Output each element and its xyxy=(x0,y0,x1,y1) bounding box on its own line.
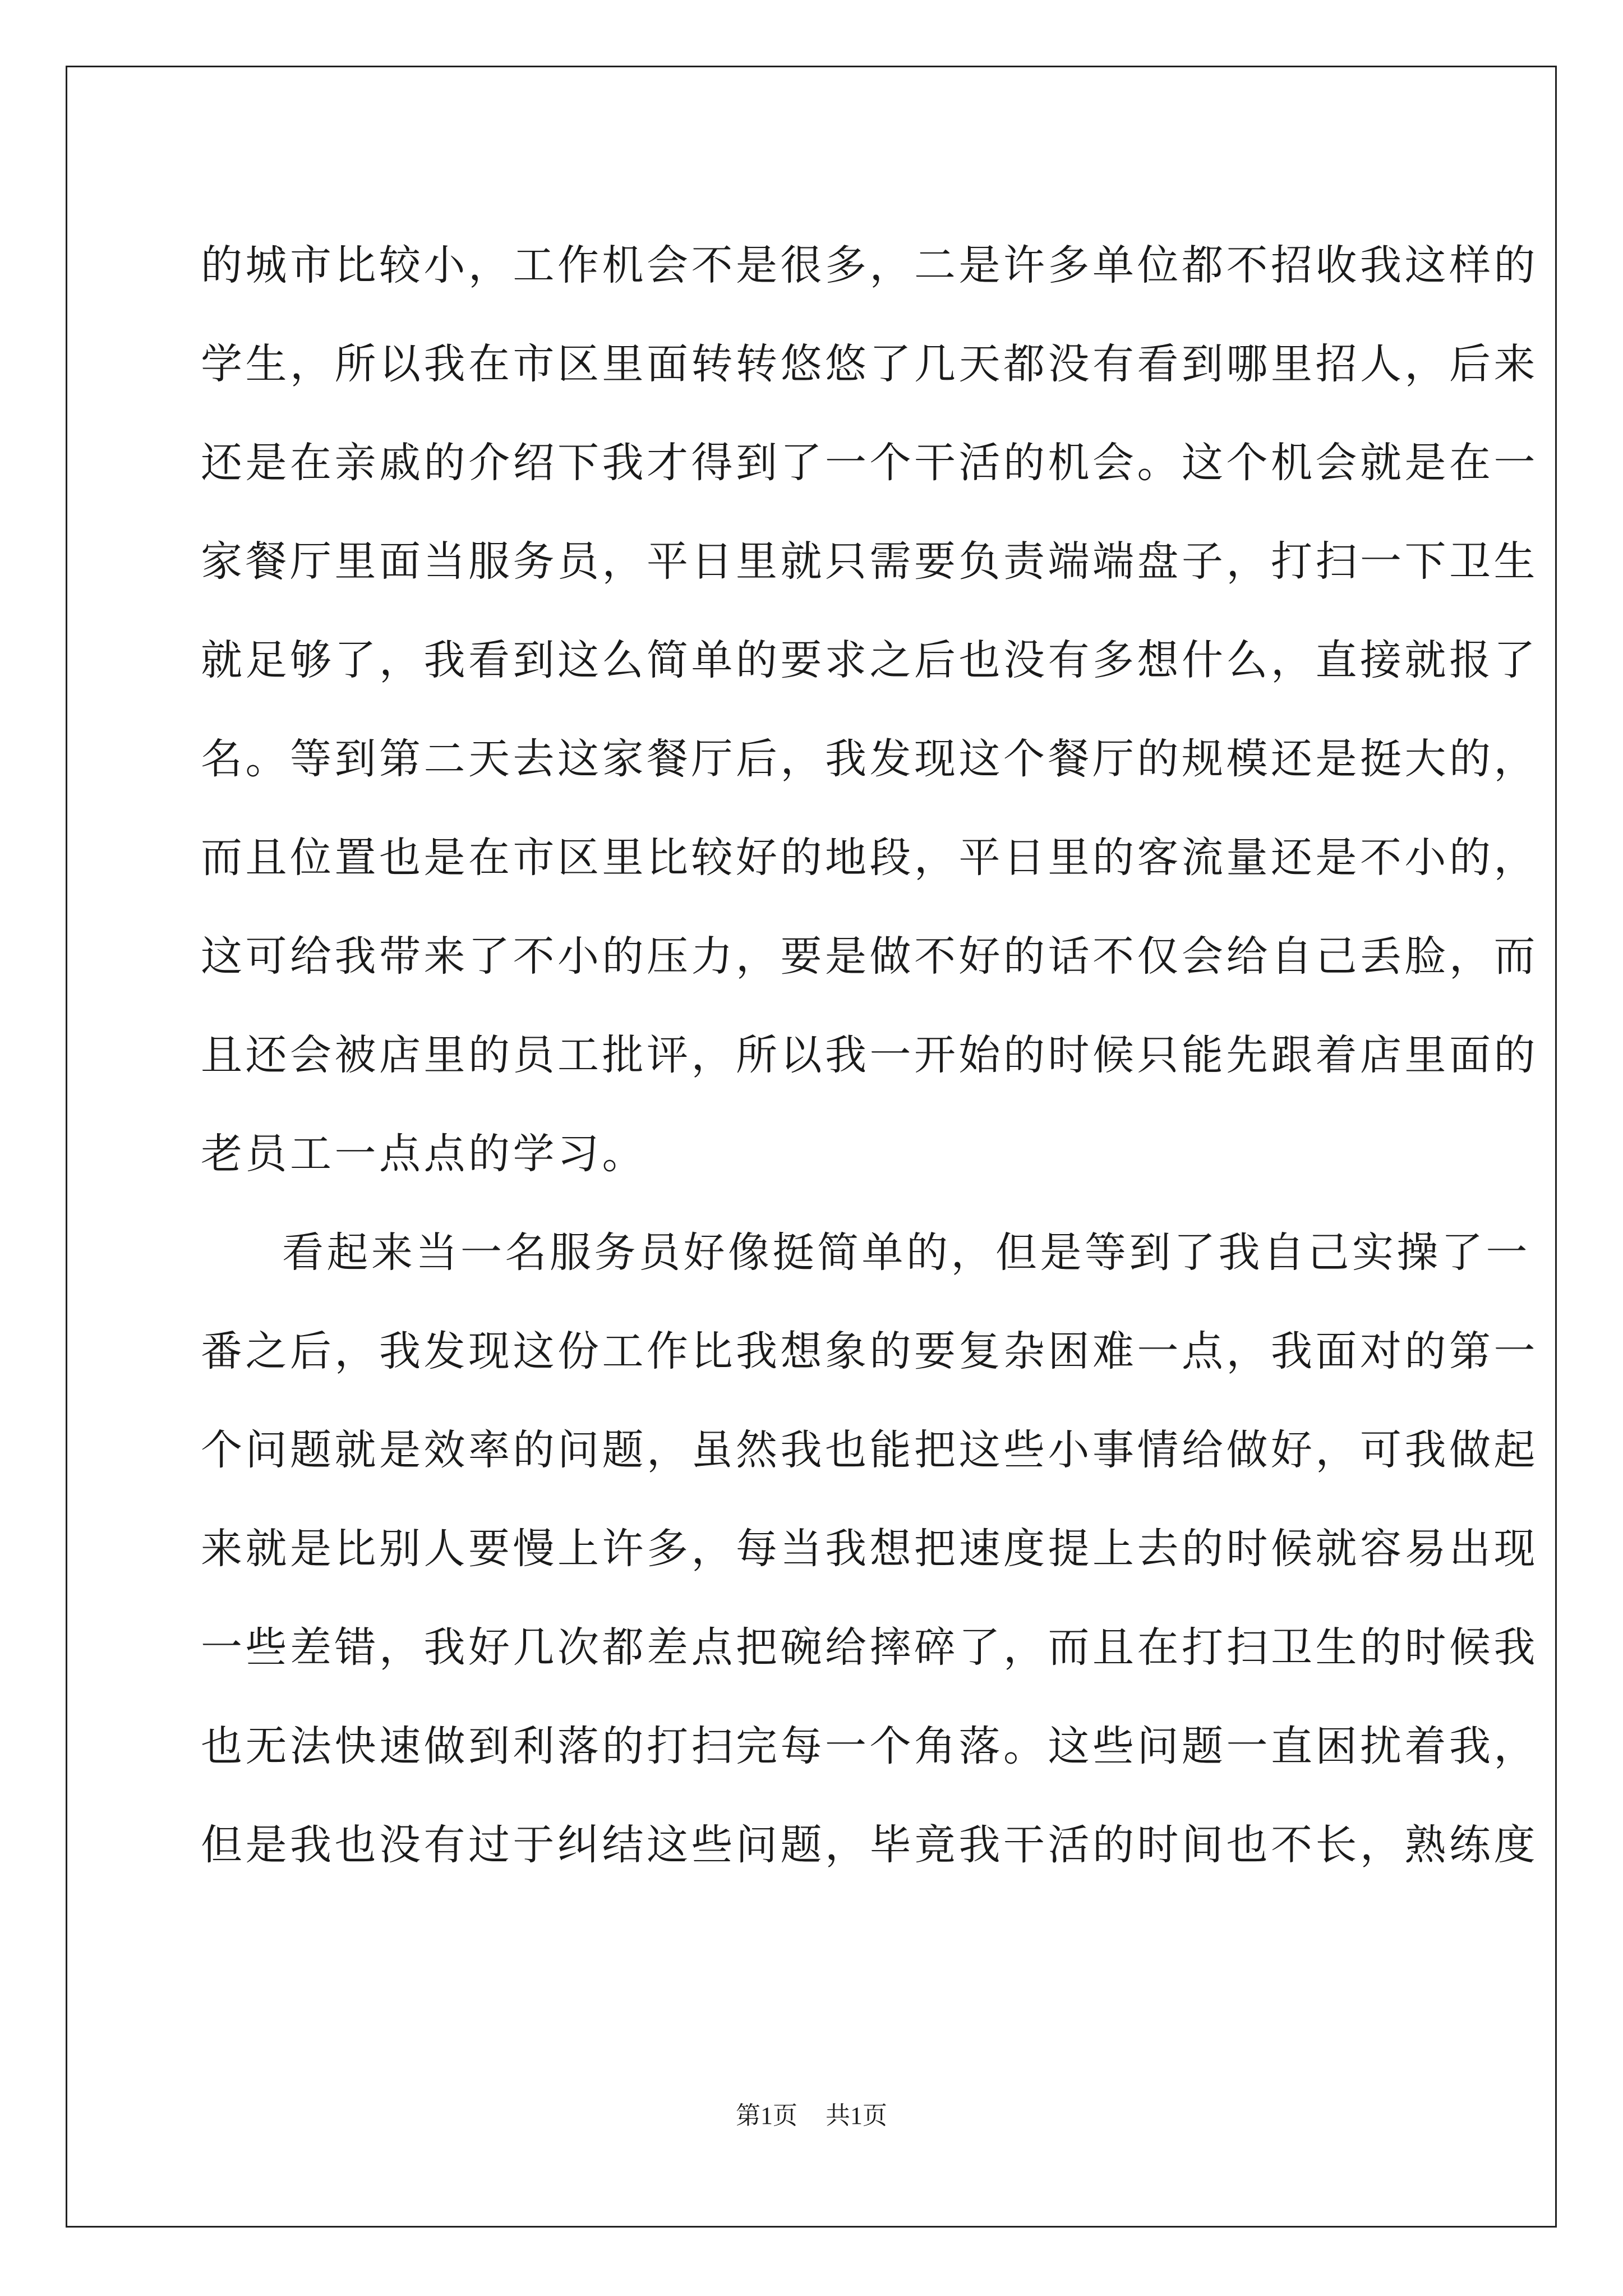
text-line: 来就是比别人要慢上许多，每当我想把速度提上去的时候就容易出现 xyxy=(201,1525,1538,1573)
page-total: 共1页 xyxy=(826,2102,887,2129)
text-line: 老员工一点点的学习。 xyxy=(201,1130,647,1178)
text-line: 的城市比较小，工作机会不是很多，二是许多单位都不招收我这样的 xyxy=(201,241,1538,289)
text-line: 且还会被店里的员工批评，所以我一开始的时候只能先跟着店里面的 xyxy=(201,1031,1538,1079)
text-line: 个问题就是效率的问题，虽然我也能把这些小事情给做好，可我做起 xyxy=(201,1426,1538,1474)
page-number: 第1页 xyxy=(736,2102,797,2129)
text-line: 还是在亲戚的介绍下我才得到了一个干活的机会。这个机会就是在一 xyxy=(201,439,1538,487)
text-line: 就足够了，我看到这么简单的要求之后也没有多想什么，直接就报了 xyxy=(201,636,1538,684)
text-line: 这可给我带来了不小的压力，要是做不好的话不仅会给自己丢脸，而 xyxy=(201,932,1538,981)
text-line: 学生，所以我在市区里面转转悠悠了几天都没有看到哪里招人，后来 xyxy=(201,340,1538,388)
page-footer xyxy=(0,2099,1623,2133)
text-line: 家餐厅里面当服务员，平日里就只需要负责端端盘子，打扫一下卫生 xyxy=(201,537,1538,586)
text-line: 一些差错，我好几次都差点把碗给摔碎了，而且在打扫卫生的时候我 xyxy=(201,1623,1538,1672)
text-line: 也无法快速做到利落的打扫完每一个角落。这些问题一直困扰着我， xyxy=(201,1722,1538,1770)
document-body xyxy=(201,216,1538,1894)
text-line: 番之后，我发现这份工作比我想象的要复杂困难一点，我面对的第一 xyxy=(201,1327,1538,1375)
paragraph-first-line: 看起来当一名服务员好像挺简单的，但是等到了我自己实操了一 xyxy=(282,1228,1530,1277)
text-line: 名。等到第二天去这家餐厅后，我发现这个餐厅的规模还是挺大的， xyxy=(201,735,1538,783)
text-line: 但是我也没有过于纠结这些问题，毕竟我干活的时间也不长，熟练度 xyxy=(201,1821,1538,1869)
text-line: 而且位置也是在市区里比较好的地段，平日里的客流量还是不小的， xyxy=(201,834,1538,882)
